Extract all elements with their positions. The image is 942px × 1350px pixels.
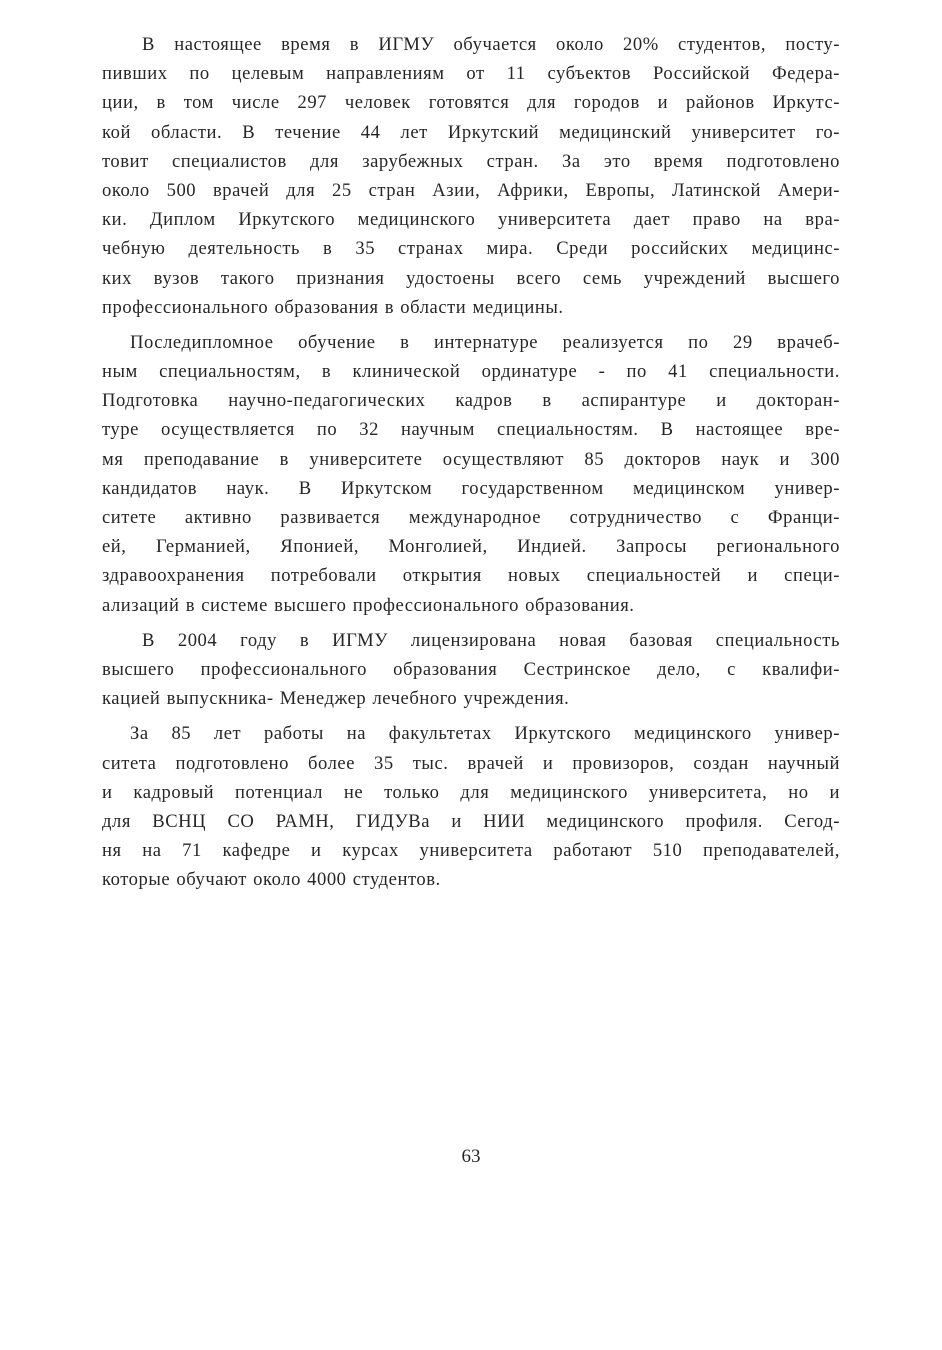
paragraph-line: мя преподавание в университете осуществляют 85 докторов наук и 300 <box>102 448 840 470</box>
paragraph-line: Последипломное обучение в интернатуре реализуется по 29 врачеб- <box>130 331 840 353</box>
paragraph-line: для ВСНЦ СО РАМН, ГИДУВа и НИИ медицинского профиля. Сегод- <box>102 810 840 832</box>
paragraph-line: туре осуществляется по 32 научным специальностям. В настоящее вре- <box>102 419 840 441</box>
paragraph-line: около 500 врачей для 25 стран Азии, Африки, Европы, Латинской Амери- <box>102 179 840 201</box>
paragraph-line: кой области. В течение 44 лет Иркутский медицинский университет го- <box>102 121 840 143</box>
paragraph-4 <box>102 719 840 894</box>
body-text <box>102 30 840 894</box>
paragraph-1 <box>102 30 840 322</box>
paragraph-line: кацией выпускника- Менеджер лечебного учреждения. <box>102 688 570 710</box>
paragraph-line: которые обучают около 4000 студентов. <box>102 869 441 891</box>
paragraph-line: чебную деятельность в 35 странах мира. Среди российских медицинс- <box>102 238 840 260</box>
paragraph-line: ня на 71 кафедре и курсах университета работают 510 преподавателей, <box>102 840 840 862</box>
paragraph-line: пивших по целевым направлениям от 11 субъектов Российской Федера- <box>102 63 840 85</box>
paragraph-line: ей, Германией, Японией, Монголией, Индией. Запросы регионального <box>102 536 840 558</box>
paragraph-line: ным специальностям, в клинической ординатуре - по 41 специальности. <box>102 361 840 383</box>
paragraph-line: профессионального образования в области медицины. <box>102 296 564 318</box>
paragraph-line: За 85 лет работы на факультетах Иркутского медицинского универ- <box>130 723 840 745</box>
paragraph-line: В 2004 году в ИГМУ лицензирована новая базовая специальность <box>142 629 840 651</box>
page-number: 63 <box>461 1146 481 1167</box>
paragraph-3 <box>102 626 840 714</box>
paragraph-line: высшего профессионального образования Сестринское дело, с квалифи- <box>102 658 840 680</box>
paragraph-line: и кадровый потенциал не только для медицинского университета, но и <box>102 781 840 803</box>
paragraph-line: Подготовка научно-педагогических кадров в аспирантуре и докторан- <box>102 390 840 412</box>
paragraph-line: В настоящее время в ИГМУ обучается около 20% студентов, посту- <box>142 34 840 55</box>
paragraph-line: ситета подготовлено более 35 тыс. врачей и провизоров, создан научный <box>102 752 840 774</box>
paragraph-2 <box>102 328 840 620</box>
paragraph-line: товит специалистов для зарубежных стран. За это время подготовлено <box>102 150 840 172</box>
paragraph-line: кандидатов наук. В Иркутском государственном медицинском универ- <box>102 477 840 499</box>
paragraph-line: ких вузов такого признания удостоены всего семь учреждений высшего <box>102 267 840 289</box>
paragraph-line: ки. Диплом Иркутского медицинского университета дает право на вра- <box>102 209 840 231</box>
paragraph-line: ции, в том числе 297 человек готовятся для городов и районов Иркутс- <box>102 92 840 114</box>
paragraph-line: ситете активно развивается международное сотрудничество с Франци- <box>102 507 840 528</box>
paragraph-line: ализаций в системе высшего профессионального образования. <box>102 594 635 616</box>
paragraph-line: здравоохранения потребовали открытия новых специальностей и специ- <box>102 565 840 587</box>
